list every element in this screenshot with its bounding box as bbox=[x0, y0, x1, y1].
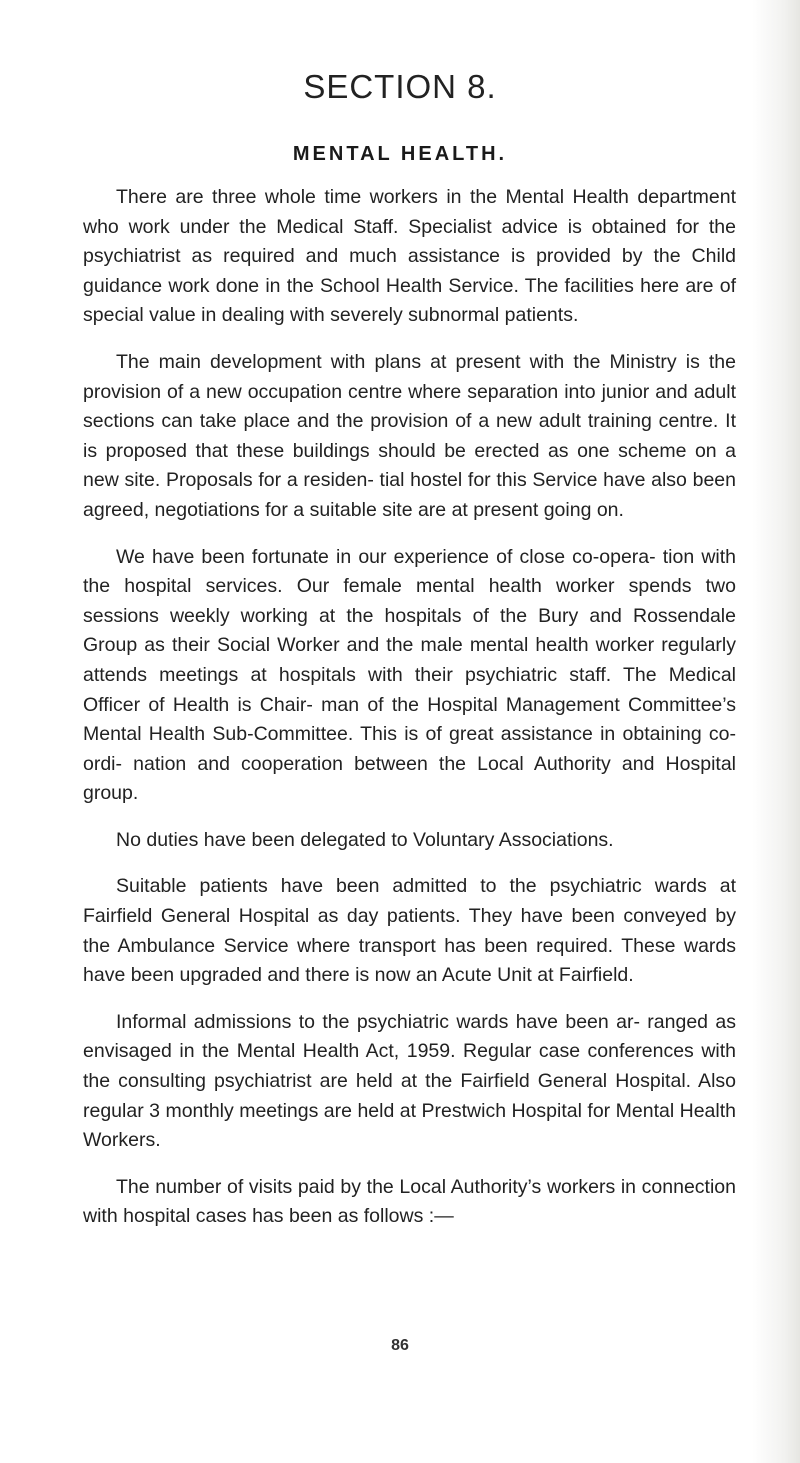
paragraph-voluntary-associations: No duties have been delegated to Voluntary Associations. bbox=[116, 828, 614, 851]
paragraph-informal-admissions: Informal admissions to the psychiatric wards have been ar- ranged as envisaged in the Mental Health Act, 1959. Regular case conferences with the consulting psychiatrist are held at the Fairfield General Hospital. Also regular 3 monthly meetings are held at Prestwich Hospital for Mental Health Workers. bbox=[83, 1010, 736, 1152]
paragraph-hospital-cooperation: We have been fortunate in our experience of close co-opera- tion with the hospital services. Our female mental health worker spends two sessions weekly working at the hospitals of the Bury and Rossendale Group as their Social Worker and the male mental health worker regularly attends meetings at hospitals with their psychiatric staff. The Medical Officer of Health is Chair- man of the Hospital Management Committee’s Mental Health Sub-Committee. This is of great assistance in obtaining co-ordi- nation and cooperation between the Local Authority and Hospital group. bbox=[83, 545, 736, 805]
page-number: 86 bbox=[391, 1337, 409, 1354]
section-heading: SECTION 8. bbox=[303, 68, 497, 105]
section-title: MENTAL HEALTH. bbox=[292, 143, 508, 165]
paragraph-staffing: There are three whole time workers in the Mental Health department who work under the Medical Staff. Specialist advice is obtained for the psychiatrist as required and much assistance is provided by the Child guidance work done in the School Health Service. The facilities here are of special value in dealing with severely subnormal patients. bbox=[83, 186, 736, 327]
paragraph-visits: The number of visits paid by the Local Authority’s workers in connection with hospital cases has been as follows :— bbox=[83, 1175, 736, 1228]
paragraph-day-patients: Suitable patients have been admitted to the psychiatric wards at Fairfield General Hospital as day patients. They have been conveyed by the Ambulance Service where transport has been required. These wards have been upgraded and there is now an Acute Unit at Fairfield. bbox=[83, 875, 736, 987]
body-text bbox=[83, 183, 736, 1249]
paragraph-development: The main development with plans at present with the Ministry is the provision of a new occupation centre where separation into junior and adult sections can take place and the provision of a new adult training centre. It is proposed that these buildings should be erected as one scheme on a new site. Proposals for a residen- tial hostel for this Service have also been agreed, negotiations for a suitable site are at present going on. bbox=[83, 350, 736, 521]
